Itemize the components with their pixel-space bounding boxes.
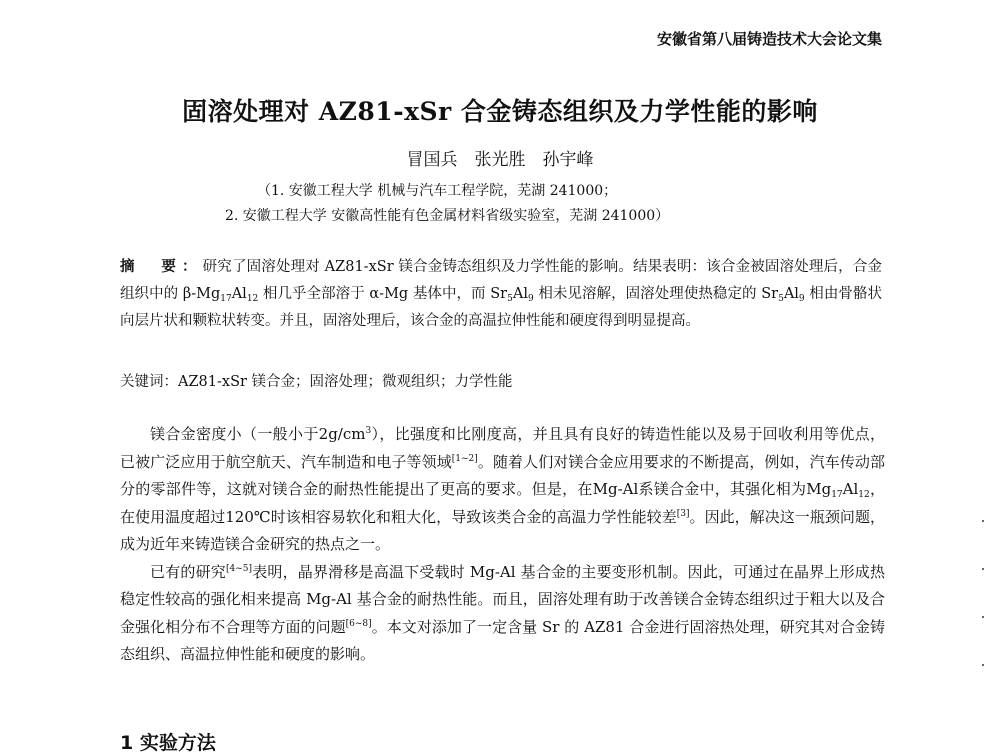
paragraph-1 (120, 421, 885, 559)
abstract-text: Al (783, 286, 799, 302)
subscript: 9 (527, 294, 534, 304)
text-run: 。随着人们对镁合金应用要求的不断提高，例如，汽车传动部分的零部件等，这就对镁合金的耐热性能提出了更高的要求。但是，在Mg-Al系镁合金中，其强化相为Mg (120, 452, 885, 498)
text-run: 表明，晶界滑移是高温下受载时 Mg-Al 基合金的主要变形机制。因此，可通过在晶界上形成热稳定性较高的强化相来提高 Mg-Al 基合金的耐热性能。而且，固溶处理有助于改善镁合金铸态组织过于粗大以及合金强化相分布不合理等方面的问题 (120, 562, 885, 636)
text-run: 已有的研究 (150, 562, 226, 581)
subscript: 5 (778, 294, 784, 304)
affiliation-2: 2. 安徽工程大学 安徽高性能有色金属材料省级实验室，芜湖 241000） (225, 208, 670, 224)
running-head: 安徽省第八届铸造技术大会论文集 (656, 30, 882, 48)
text-run: Al (842, 480, 859, 498)
section-heading: 1 实验方法 (120, 732, 216, 754)
subscript: 5 (507, 294, 513, 304)
subscript: 12 (858, 490, 870, 500)
abstract-text: Al (231, 286, 247, 302)
abstract-text: 相未见溶解，固溶处理使热稳定的 Sr (533, 286, 779, 302)
subscript: 9 (798, 294, 805, 304)
citation-ref: [1~2] (451, 453, 478, 464)
abstract-text: 相几乎全部溶于 α-Mg 基体中，而 Sr (258, 286, 508, 302)
text-run: 镁合金密度小（一般小于2g/cm (150, 425, 366, 443)
scan-artifact (982, 520, 986, 750)
text-run: ，在使用温度超过120℃时该相容易软化和粗大化，导致该类合金的高温力学性能较差 (120, 480, 885, 526)
subscript: 17 (220, 294, 232, 304)
abstract-text: Al (512, 286, 528, 302)
subscript: 17 (831, 490, 843, 500)
abstract-text: 研究了固溶处理对 AZ81-xSr 镁合金铸态组织及力学性能的影响。结果表明：该合金被固溶处理后，合金组织中的 β-Mg (120, 259, 882, 302)
author-list: 冒国兵 张光胜 孙宇峰 (406, 150, 594, 170)
keywords: 关键词：AZ81-xSr 镁合金；固溶处理；微观组织；力学性能 (120, 374, 513, 390)
abstract-text: 相由骨骼状向层片状和颗粒状转变。并且，固溶处理后，该合金的高温拉伸性能和硬度得到明显提高。 (120, 286, 882, 329)
text-run: ），比强度和比刚度高，并且具有良好的铸造性能以及易于回收利用等优点，已被广泛应用于航空航天、汽车制造和电子等领域 (120, 425, 885, 471)
citation-ref: [4~5] (225, 563, 252, 574)
paper-title: 固溶处理对 AZ81-xSr 合金铸态组织及力学性能的影响 (182, 97, 818, 126)
citation-ref: [6~8] (345, 618, 372, 629)
superscript: 3 (365, 426, 372, 436)
text-run: 。本文对添加了一定含量 Sr 的 AZ81 合金进行固溶热处理，研究其对合金铸态组织、高温拉伸性能和硬度的影响。 (120, 617, 885, 663)
citation-ref: [3] (676, 508, 690, 519)
body-text (120, 421, 885, 669)
paragraph-2 (120, 559, 885, 669)
abstract-label: 摘 要： (120, 258, 203, 275)
abstract (120, 253, 882, 335)
subscript: 12 (246, 294, 259, 304)
affiliation-1: （1. 安徽工程大学 机械与汽车工程学院，芜湖 241000； (257, 183, 618, 199)
text-run: 。因此，解决这一瓶颈问题，成为近年来铸造镁合金研究的热点之一。 (120, 507, 885, 553)
